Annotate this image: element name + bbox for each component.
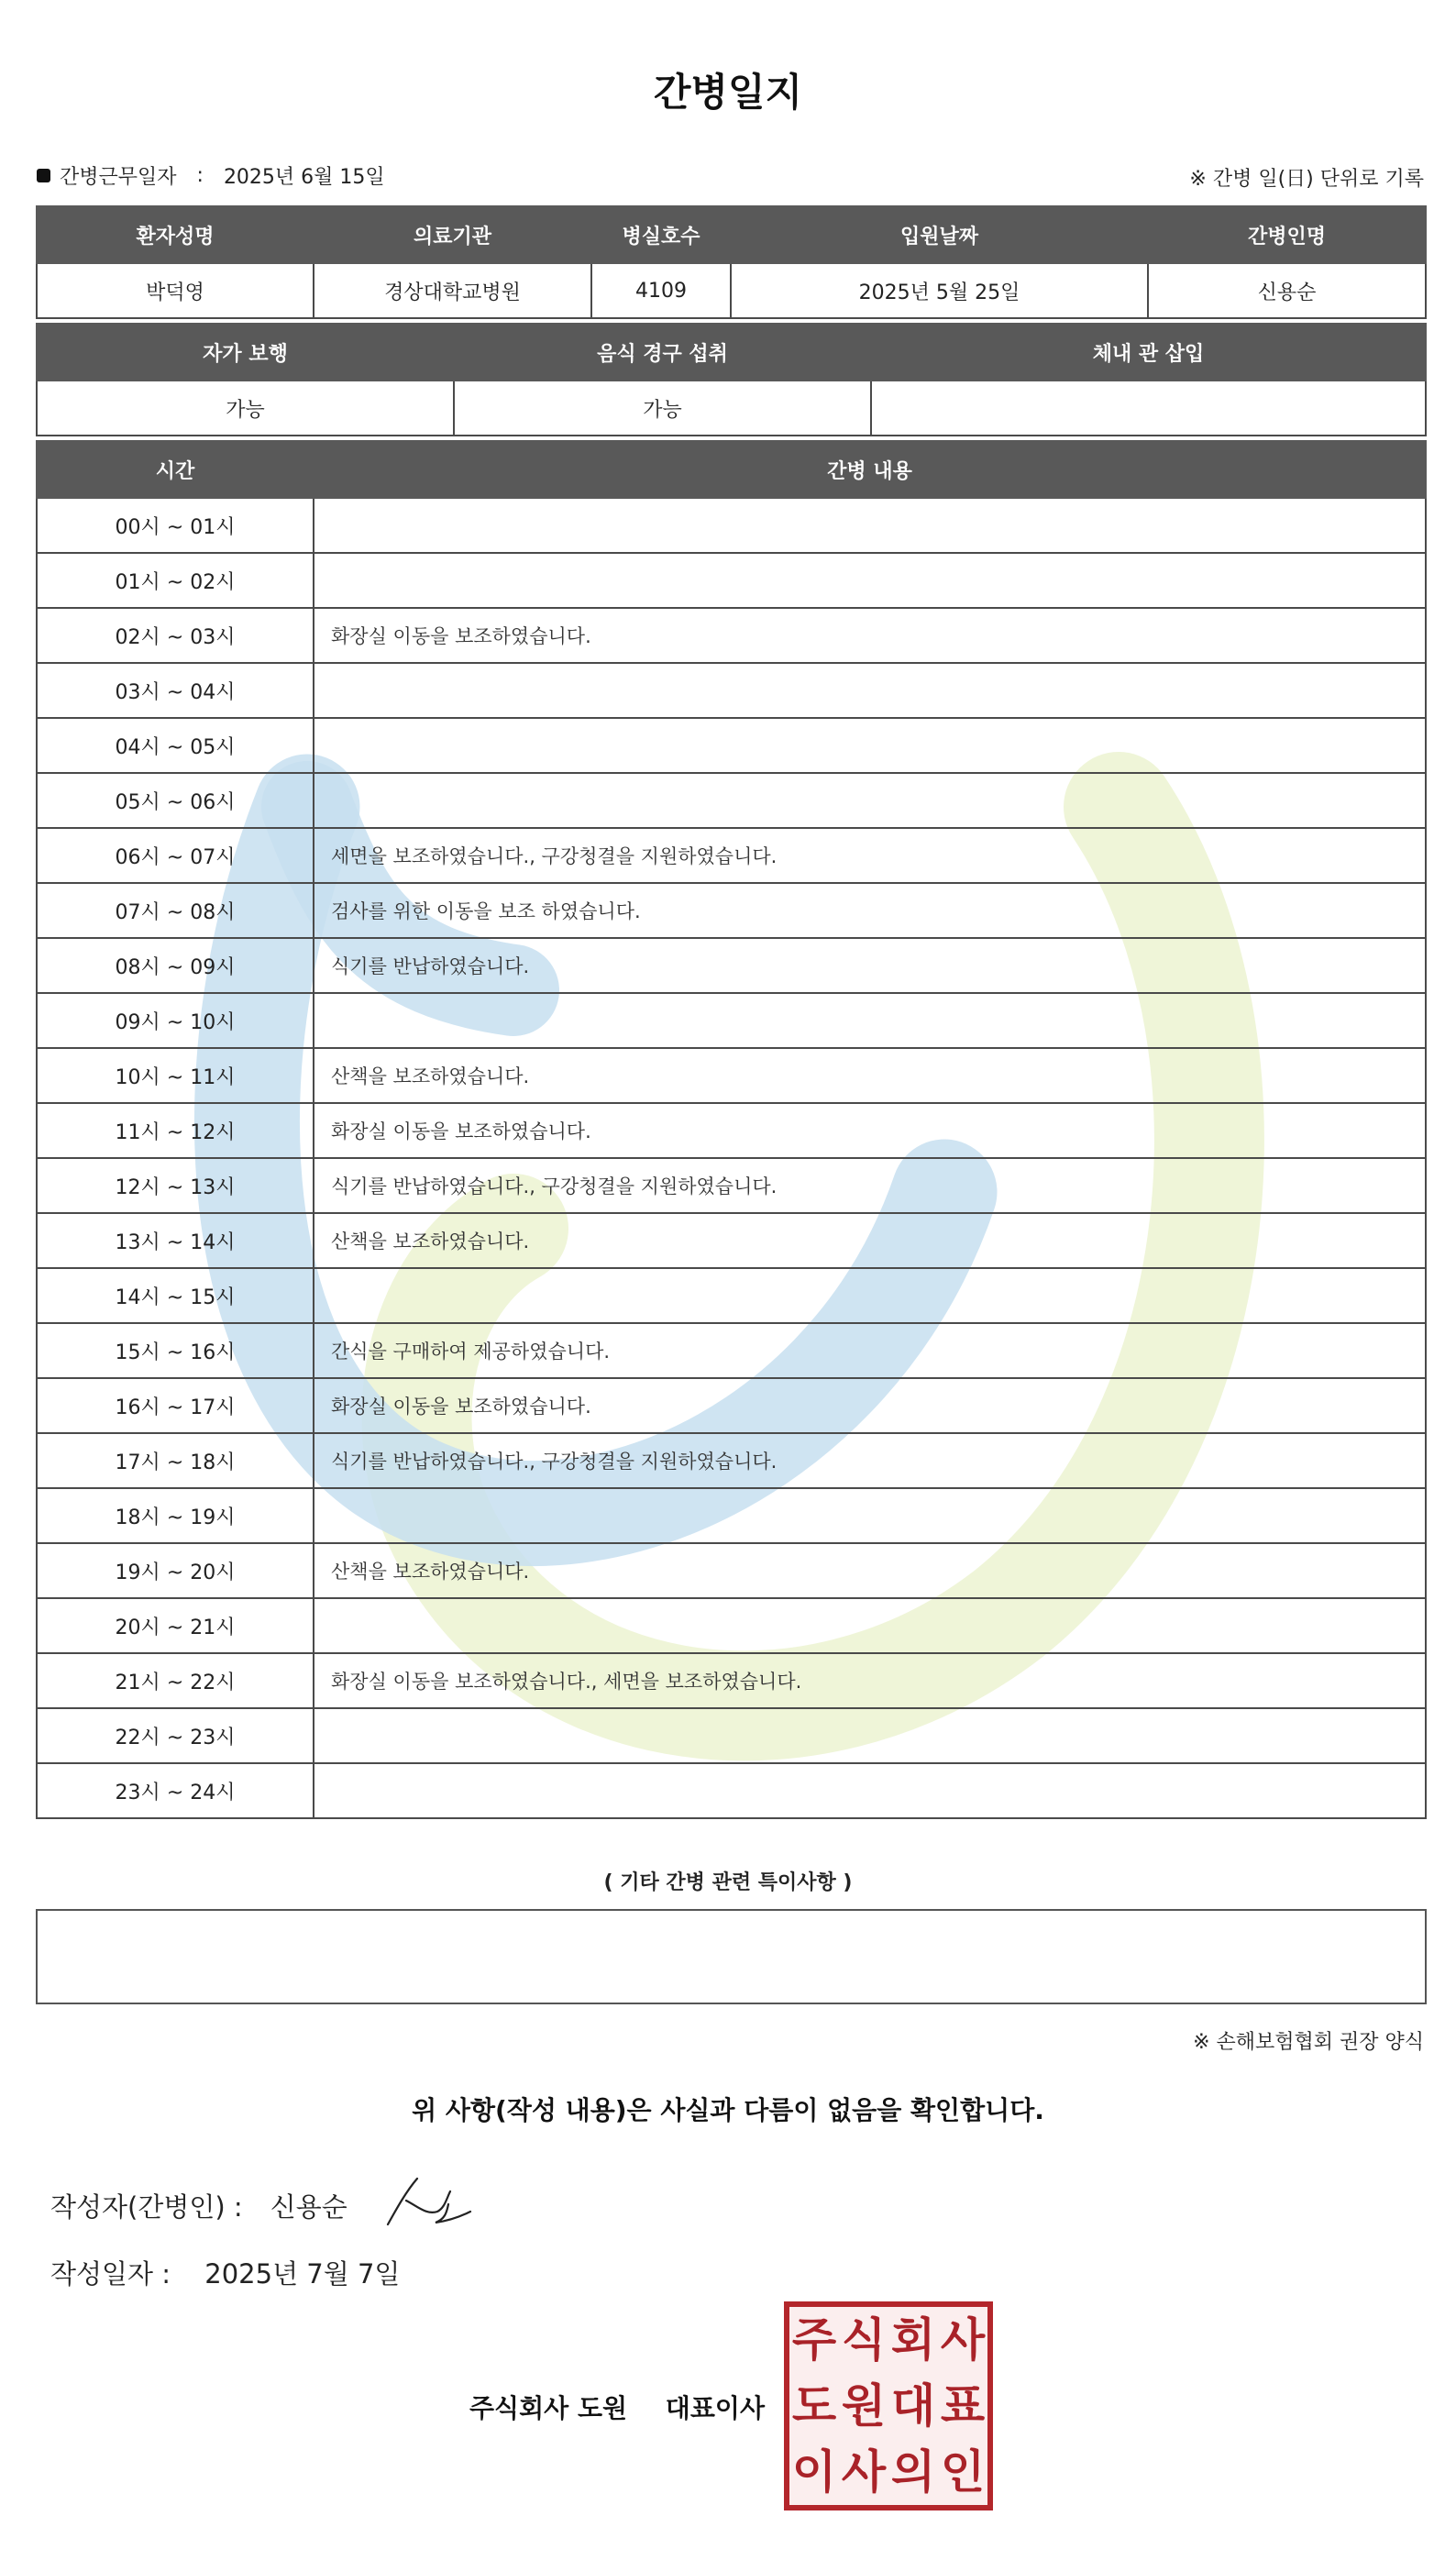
care-log-content <box>314 1488 1426 1543</box>
care-log-time: 12시 ~ 13시 <box>37 1158 314 1213</box>
care-log-row <box>37 718 1426 773</box>
seal-char: 사 <box>940 2312 986 2367</box>
care-log-content: 식기를 반납하였습니다., 구강청결을 지원하였습니다. <box>314 1433 1426 1488</box>
care-log-row <box>37 773 1426 828</box>
care-log-row <box>37 663 1426 718</box>
care-log-content: 식기를 반납하였습니다. <box>314 938 1426 993</box>
header-oral-intake: 음식 경구 섭취 <box>454 324 871 381</box>
hourly-care-log-table <box>36 440 1427 1819</box>
header-self-walking: 자가 보행 <box>37 324 454 381</box>
handwritten-signature <box>381 2171 481 2235</box>
writer-row <box>50 2187 347 2224</box>
header-time: 시간 <box>37 441 314 498</box>
care-log-row <box>37 1103 1426 1158</box>
care-log-time: 09시 ~ 10시 <box>37 993 314 1048</box>
care-log-time: 15시 ~ 16시 <box>37 1323 314 1378</box>
oral-intake-value: 가능 <box>454 381 871 436</box>
care-log-time: 02시 ~ 03시 <box>37 608 314 663</box>
care-log-time: 17시 ~ 18시 <box>37 1433 314 1488</box>
patient-status-table <box>36 323 1427 436</box>
care-log-row <box>37 1598 1426 1653</box>
care-log-time: 11시 ~ 12시 <box>37 1103 314 1158</box>
care-log-time: 20시 ~ 21시 <box>37 1598 314 1653</box>
header-admission-date: 입원날짜 <box>731 206 1148 263</box>
square-bullet-icon <box>37 169 50 182</box>
care-log-time: 00시 ~ 01시 <box>37 498 314 553</box>
seal-char: 도 <box>791 2378 837 2433</box>
patient-name: 박덕영 <box>37 263 314 318</box>
care-log-time: 01시 ~ 02시 <box>37 553 314 608</box>
special-notes-box <box>36 1909 1427 2004</box>
care-log-row <box>37 1653 1426 1708</box>
care-log-time: 08시 ~ 09시 <box>37 938 314 993</box>
patient-info-header-row <box>37 206 1426 263</box>
care-log-content <box>314 993 1426 1048</box>
care-log-time: 19시 ~ 20시 <box>37 1543 314 1598</box>
patient-info-table <box>36 205 1427 319</box>
care-log-row <box>37 608 1426 663</box>
care-log-row <box>37 828 1426 883</box>
seal-char: 표 <box>940 2378 986 2433</box>
care-log-row <box>37 498 1426 553</box>
seal-char: 이 <box>791 2444 837 2499</box>
care-log-content <box>314 553 1426 608</box>
special-notes-label: ( 기타 간병 관련 특이사항 ) <box>603 1871 853 1894</box>
care-log-content: 세면을 보조하였습니다., 구강청결을 지원하였습니다. <box>314 828 1426 883</box>
care-log-content <box>314 718 1426 773</box>
care-log-time: 23시 ~ 24시 <box>37 1763 314 1818</box>
care-log-content: 산책을 보조하였습니다. <box>314 1543 1426 1598</box>
care-log-row <box>37 1543 1426 1598</box>
header-hospital: 의료기관 <box>314 206 591 263</box>
care-log-row <box>37 1323 1426 1378</box>
confirmation-statement: 위 사항(작성 내용)은 사실과 다름이 없음을 확인합니다. <box>412 2095 1044 2125</box>
care-log-content: 검사를 위한 이동을 보조 하였습니다. <box>314 883 1426 938</box>
care-log-row <box>37 1433 1426 1488</box>
seal-char: 주 <box>791 2312 837 2367</box>
care-log-time: 22시 ~ 23시 <box>37 1708 314 1763</box>
company-signoff <box>469 2389 765 2425</box>
written-date-value: 2025년 7월 7일 <box>204 2258 401 2290</box>
care-log-content <box>314 1268 1426 1323</box>
seal-char: 인 <box>940 2444 986 2499</box>
care-log-time: 16시 ~ 17시 <box>37 1378 314 1433</box>
care-log-time: 21시 ~ 22시 <box>37 1653 314 1708</box>
care-log-time: 10시 ~ 11시 <box>37 1048 314 1103</box>
care-log-row <box>37 1213 1426 1268</box>
care-log-content <box>314 1708 1426 1763</box>
insurance-form-note: ※ 손해보험협회 권장 양식 <box>1193 2031 1424 2054</box>
care-log-content: 산책을 보조하였습니다. <box>314 1048 1426 1103</box>
unit-note: ※ 간병 일(日) 단위로 기록 <box>1189 168 1424 191</box>
work-date-row <box>37 161 385 190</box>
header-tube-insertion: 체내 관 삽입 <box>871 324 1426 381</box>
care-log-content: 산책을 보조하였습니다. <box>314 1213 1426 1268</box>
care-log-content <box>314 663 1426 718</box>
care-log-content: 식기를 반납하였습니다., 구강청결을 지원하였습니다. <box>314 1158 1426 1213</box>
room-number: 4109 <box>591 263 731 318</box>
care-log-content <box>314 773 1426 828</box>
hospital-name: 경상대학교병원 <box>314 263 591 318</box>
care-log-time: 07시 ~ 08시 <box>37 883 314 938</box>
seal-char: 원 <box>841 2378 887 2433</box>
written-date-label: 작성일자 : <box>50 2258 171 2290</box>
care-log-time: 18시 ~ 19시 <box>37 1488 314 1543</box>
care-log-content <box>314 498 1426 553</box>
care-log-time: 13시 ~ 14시 <box>37 1213 314 1268</box>
work-date-label: 간병근무일자 <box>60 166 177 189</box>
header-care-content: 간병 내용 <box>314 441 1426 498</box>
care-log-header-row <box>37 441 1426 498</box>
seal-char: 의 <box>890 2444 936 2499</box>
patient-status-value-row <box>37 381 1426 436</box>
header-caregiver-name: 간병인명 <box>1148 206 1426 263</box>
admission-date: 2025년 5월 25일 <box>731 263 1148 318</box>
care-log-row <box>37 1763 1426 1818</box>
writer-label: 작성자(간병인) : <box>50 2191 243 2223</box>
care-log-row <box>37 938 1426 993</box>
patient-info-value-row <box>37 263 1426 318</box>
care-log-row <box>37 1158 1426 1213</box>
seal-char: 식 <box>841 2312 887 2367</box>
care-log-row <box>37 1378 1426 1433</box>
self-walking-value: 가능 <box>37 381 454 436</box>
care-log-row <box>37 1268 1426 1323</box>
seal-char: 회 <box>890 2312 936 2367</box>
care-log-content: 화장실 이동을 보조하였습니다. <box>314 1103 1426 1158</box>
care-log-time: 06시 ~ 07시 <box>37 828 314 883</box>
care-log-row <box>37 1488 1426 1543</box>
caregiver-name: 신용순 <box>1148 263 1426 318</box>
care-log-row <box>37 883 1426 938</box>
writer-name: 신용순 <box>270 2191 347 2223</box>
care-log-content <box>314 1763 1426 1818</box>
header-patient-name: 환자성명 <box>37 206 314 263</box>
company-name: 주식회사 도원 <box>469 2393 628 2423</box>
care-log-time: 05시 ~ 06시 <box>37 773 314 828</box>
care-log-content: 간식을 구매하여 제공하였습니다. <box>314 1323 1426 1378</box>
care-log-content <box>314 1598 1426 1653</box>
care-log-row <box>37 1048 1426 1103</box>
company-role: 대표이사 <box>665 2393 765 2423</box>
seal-char: 대 <box>890 2378 936 2433</box>
page-title: 간병일지 <box>653 70 803 115</box>
care-log-content: 화장실 이동을 보조하였습니다., 세면을 보조하였습니다. <box>314 1653 1426 1708</box>
care-log-row <box>37 553 1426 608</box>
seal-char: 사 <box>841 2444 887 2499</box>
care-log-row <box>37 1708 1426 1763</box>
care-log-time: 14시 ~ 15시 <box>37 1268 314 1323</box>
work-date-colon: : <box>196 164 204 187</box>
header-room-number: 병실호수 <box>591 206 731 263</box>
care-log-time: 03시 ~ 04시 <box>37 663 314 718</box>
care-log-row <box>37 993 1426 1048</box>
care-log-time: 04시 ~ 05시 <box>37 718 314 773</box>
patient-status-header-row <box>37 324 1426 381</box>
work-date-value: 2025년 6월 15일 <box>223 166 385 189</box>
written-date-row <box>50 2254 400 2291</box>
company-seal-stamp <box>784 2301 993 2510</box>
care-log-body <box>37 498 1426 1818</box>
care-log-content: 화장실 이동을 보조하였습니다. <box>314 608 1426 663</box>
care-log-content: 화장실 이동을 보조하였습니다. <box>314 1378 1426 1433</box>
tube-insertion-value <box>871 381 1426 436</box>
